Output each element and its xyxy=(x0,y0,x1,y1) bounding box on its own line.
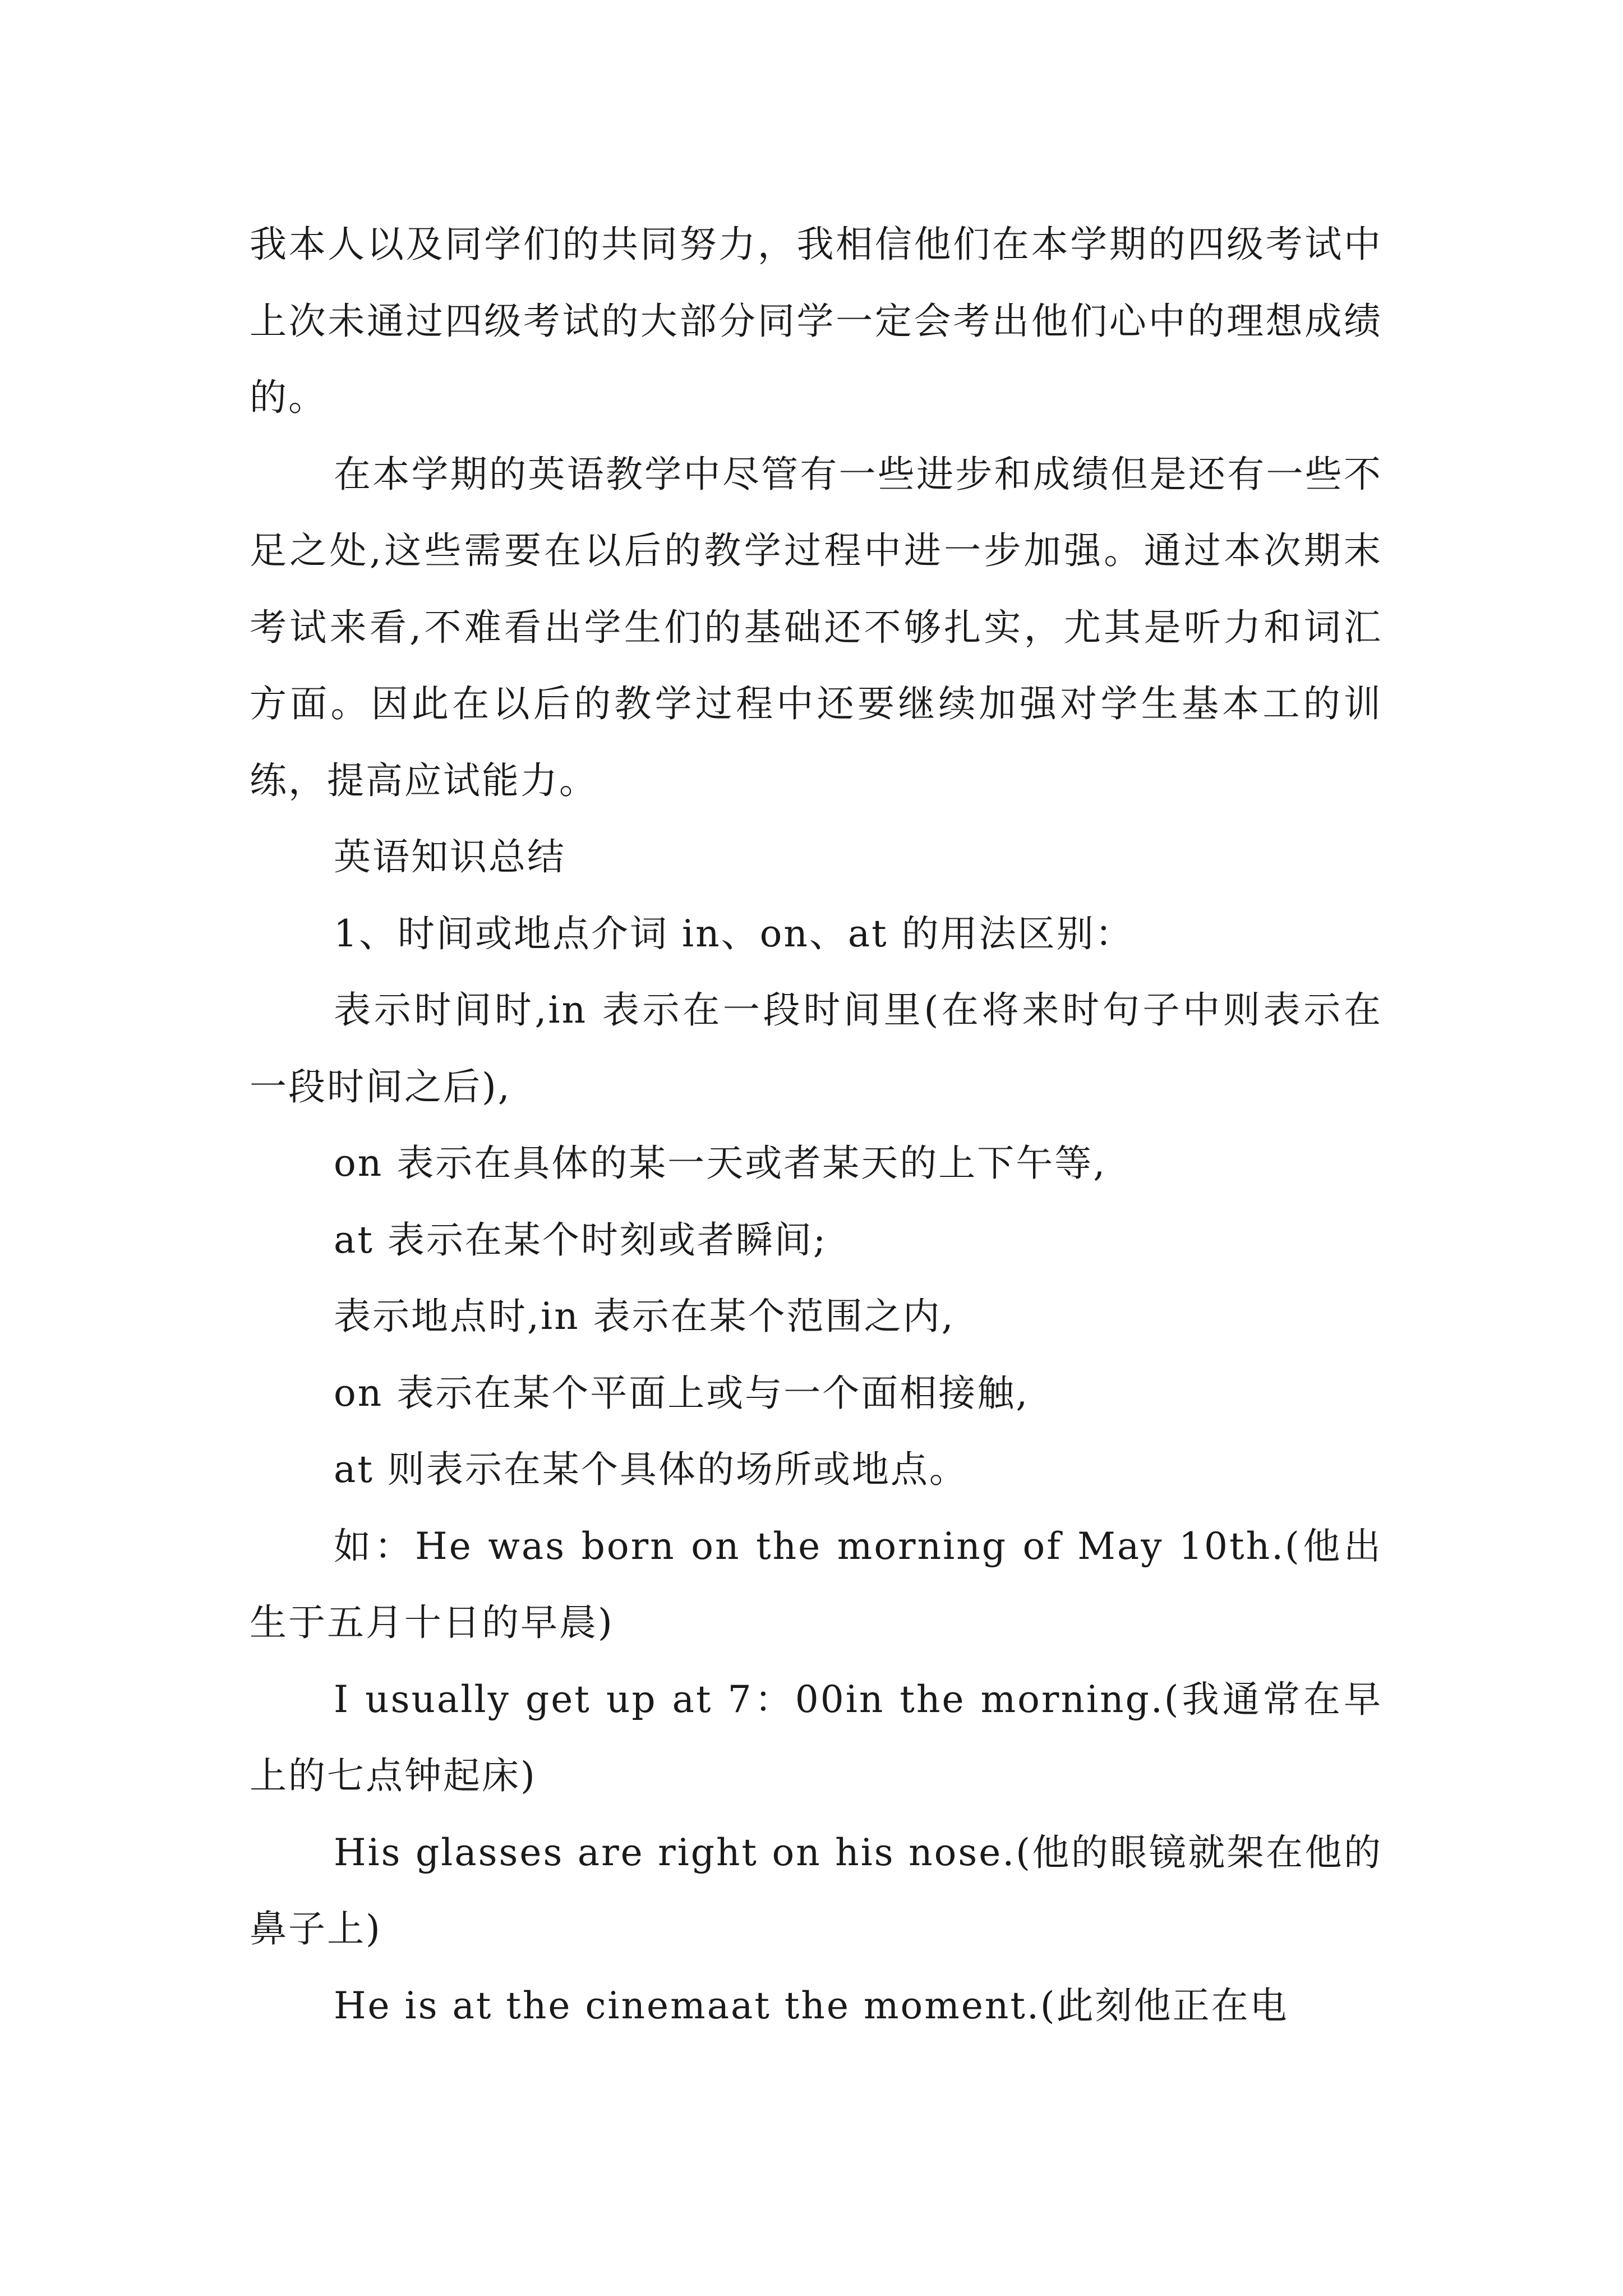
paragraph-2: 在本学期的英语教学中尽管有一些进步和成绩但是还有一些不足之处,这些需要在以后的教学过程中进一步加强。通过本次期末考试来看,不难看出学生们的基础还不够扎实，尤其是听力和词汇方面。因此在以后的教学过程中还要继续加强对学生基本工的训练，提高应试能力。 xyxy=(250,452,1382,802)
paragraph-7: at 表示在某个时刻或者瞬间; xyxy=(334,1218,828,1262)
document-body xyxy=(250,206,1382,2044)
example-3: His glasses are right on his nose.(他的眼镜就架在他的鼻子上) xyxy=(250,1830,1382,1950)
example-2: I usually get up at 7：00in the morning.(我通常在早上的七点钟起床) xyxy=(250,1677,1382,1797)
example-4: He is at the cinemaat the moment.(此刻他正在电 xyxy=(334,1984,1289,2027)
paragraph-8: 表示地点时,in 表示在某个范围之内, xyxy=(334,1295,955,1338)
example-1: 如：He was born on the morning of May 10th.(他出生于五月十日的早晨) xyxy=(250,1524,1382,1644)
paragraph-10: at 则表示在某个具体的场所或地点。 xyxy=(334,1448,968,1491)
paragraph-6: on 表示在具体的某一天或者某天的上下午等, xyxy=(334,1142,1107,1185)
paragraph-1: 我本人以及同学们的共同努力，我相信他们在本学期的四级考试中上次未通过四级考试的大部分同学一定会考出他们心中的理想成绩的。 xyxy=(250,223,1382,419)
paragraph-4: 1、时间或地点介词 in、on、at 的用法区别： xyxy=(334,912,1134,955)
section-heading: 英语知识总结 xyxy=(334,835,566,878)
paragraph-9: on 表示在某个平面上或与一个面相接触, xyxy=(334,1371,1030,1415)
paragraph-5: 表示时间时,in 表示在一段时间里(在将来时句子中则表示在一段时间之后), xyxy=(250,988,1382,1108)
